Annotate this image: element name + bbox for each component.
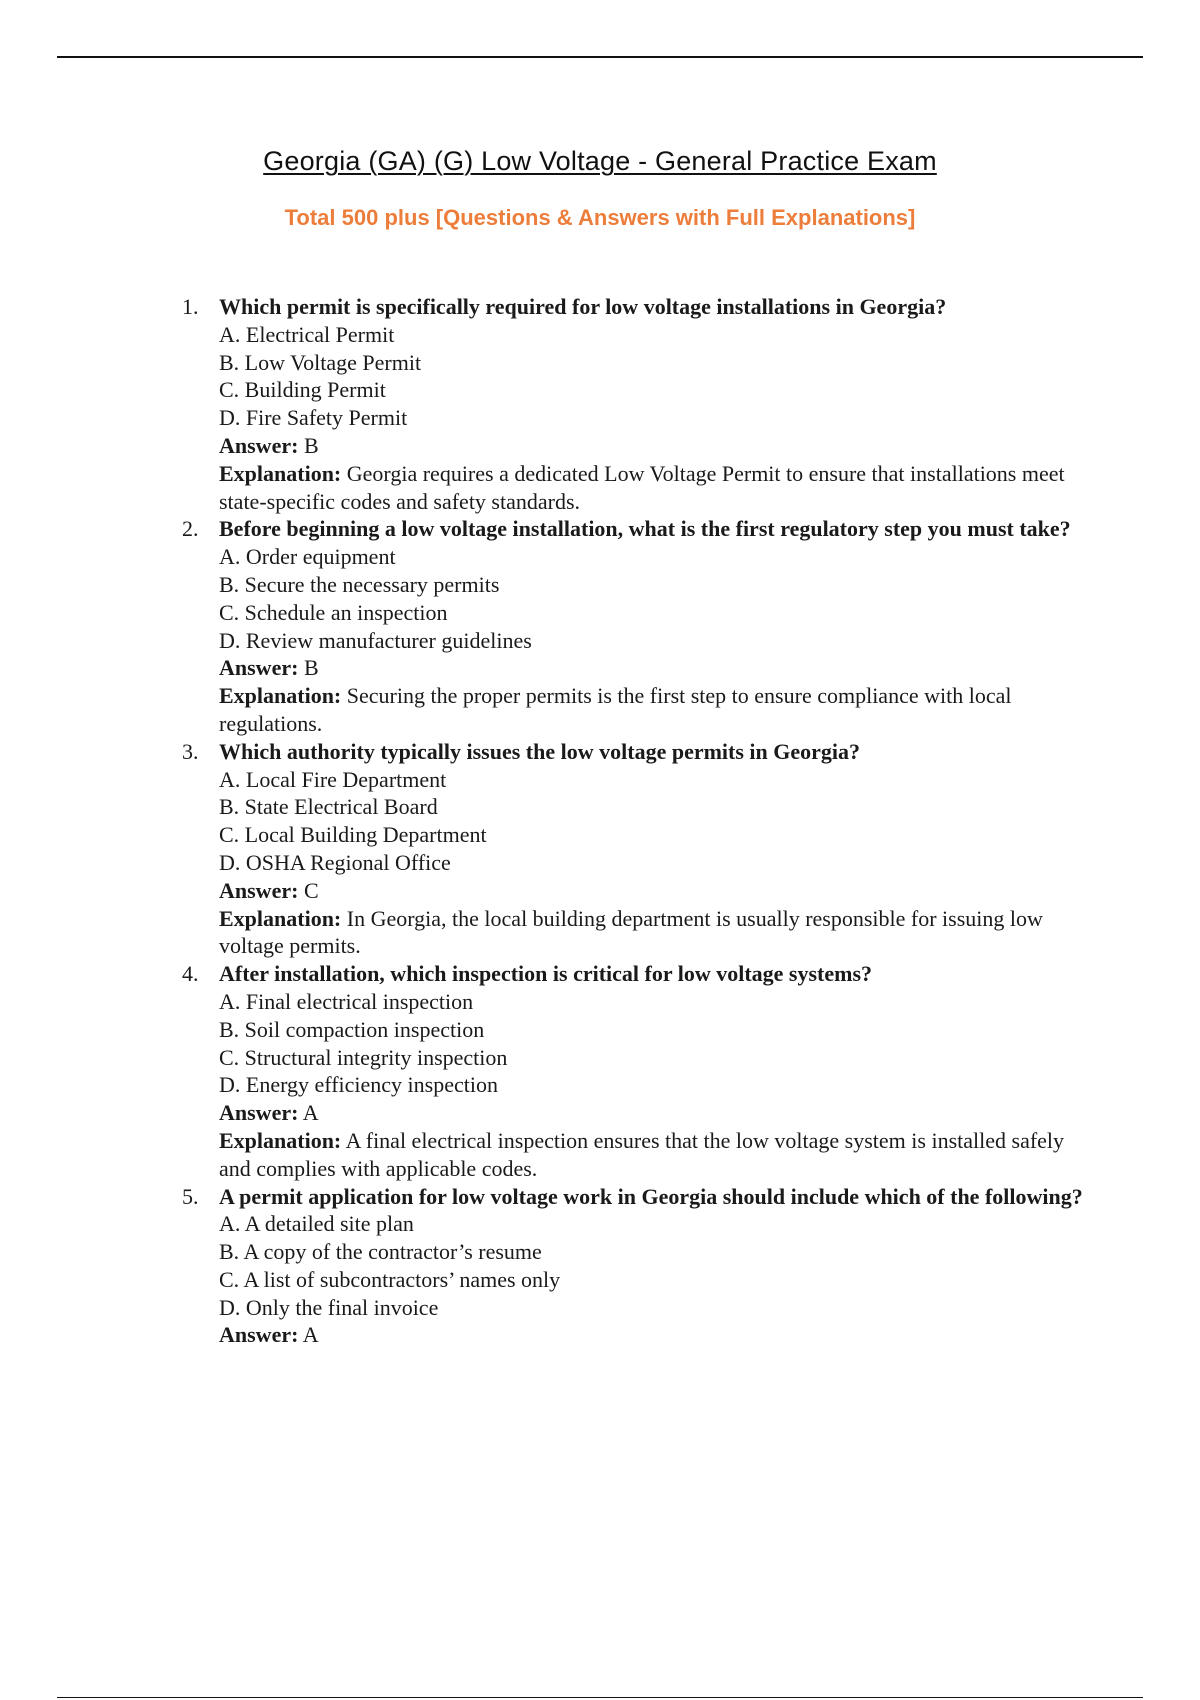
answer-option: D. Energy efficiency inspection — [219, 1072, 498, 1098]
answer-option: A. Order equipment — [219, 544, 396, 570]
answer-label: Answer: — [219, 1100, 299, 1126]
answer-line — [219, 654, 1090, 682]
bottom-rule — [57, 1697, 1143, 1698]
question-text: After installation, which inspection is critical for low voltage systems? — [219, 961, 873, 987]
answer-option: D. Fire Safety Permit — [219, 405, 408, 431]
explanation-text: Securing the proper permits is the first step to ensure compliance with local regulations. — [219, 683, 1012, 736]
answer-label: Answer: — [219, 877, 299, 903]
question-text: Which permit is specifically required for low voltage installations in Georgia? — [219, 294, 947, 319]
question-item — [0, 738, 1200, 960]
answer-option: C. Structural integrity inspection — [219, 1044, 508, 1070]
answer-line — [219, 432, 1090, 460]
explanation-text: A final electrical inspection ensures that the low voltage system is installed safely and complies with applicable codes. — [219, 1127, 1065, 1181]
answer-line — [219, 877, 1090, 905]
answer-value: A — [302, 1100, 319, 1126]
answer-option: A. A detailed site plan — [219, 1211, 414, 1237]
answer-option: C. A list of subcontractors’ names only — [219, 1266, 561, 1292]
top-rule — [57, 56, 1143, 58]
explanation-text: In Georgia, the local building department is usually responsible for issuing low voltage permits. — [219, 905, 1043, 959]
answer-option: A. Electrical Permit — [219, 321, 395, 347]
question-text: Which authority typically issues the low voltage permits in Georgia? — [219, 738, 861, 764]
question-item — [0, 515, 1200, 737]
explanation-line — [219, 682, 1090, 738]
question-text: Before beginning a low voltage installation, what is the first regulatory step you must take? — [219, 516, 1071, 542]
question-number: 2. — [182, 516, 199, 542]
answer-option: B. A copy of the contractor’s resume — [219, 1239, 542, 1265]
explanation-label: Explanation: — [219, 683, 342, 709]
answer-option: A. Final electrical inspection — [219, 988, 474, 1014]
answer-option: B. Secure the necessary permits — [219, 571, 500, 597]
answer-option: C. Schedule an inspection — [219, 599, 448, 625]
page-subtitle: Total 500 plus [Questions & Answers with Full Explanations] — [284, 205, 916, 230]
page-title — [0, 146, 1200, 177]
answer-option: A. Local Fire Department — [219, 766, 447, 792]
answer-label: Answer: — [219, 1322, 299, 1348]
question-number: 3. — [182, 738, 199, 764]
answer-label: Answer: — [219, 655, 299, 681]
question-number: 1. — [182, 294, 199, 319]
answer-option: C. Local Building Department — [219, 822, 487, 848]
answer-option: B. Low Voltage Permit — [219, 349, 422, 375]
answer-line — [219, 1099, 1090, 1127]
explanation-line — [219, 460, 1090, 516]
question-item — [0, 1183, 1200, 1350]
answer-option: D. Only the final invoice — [219, 1294, 439, 1320]
explanation-label: Explanation: — [219, 460, 342, 486]
answer-option: D. OSHA Regional Office — [219, 849, 451, 875]
question-text: A permit application for low voltage work in Georgia should include which of the following? — [219, 1183, 1083, 1209]
answer-line — [219, 1321, 1090, 1349]
answer-option: B. Soil compaction inspection — [219, 1016, 485, 1042]
explanation-text: Georgia requires a dedicated Low Voltage Permit to ensure that installations meet state-specific codes and safety standards. — [219, 460, 1065, 514]
question-item — [0, 960, 1200, 1182]
page-title-text: Georgia (GA) (G) Low Voltage - General Practice Exam — [263, 146, 937, 176]
answer-value: B — [303, 655, 319, 681]
answer-option: D. Review manufacturer guidelines — [219, 627, 532, 653]
question-list — [0, 293, 1200, 1349]
explanation-line — [219, 905, 1090, 961]
answer-label: Answer: — [219, 432, 299, 458]
answer-option: B. State Electrical Board — [219, 794, 438, 820]
answer-option: C. Building Permit — [219, 377, 386, 403]
answer-value: A — [302, 1322, 319, 1348]
explanation-line — [219, 1127, 1090, 1183]
explanation-label: Explanation: — [219, 905, 342, 931]
answer-value: C — [303, 877, 319, 903]
explanation-label: Explanation: — [219, 1127, 342, 1153]
question-number: 5. — [182, 1183, 199, 1209]
question-number: 4. — [182, 961, 199, 987]
question-item — [0, 293, 1200, 515]
answer-value: B — [303, 432, 319, 458]
